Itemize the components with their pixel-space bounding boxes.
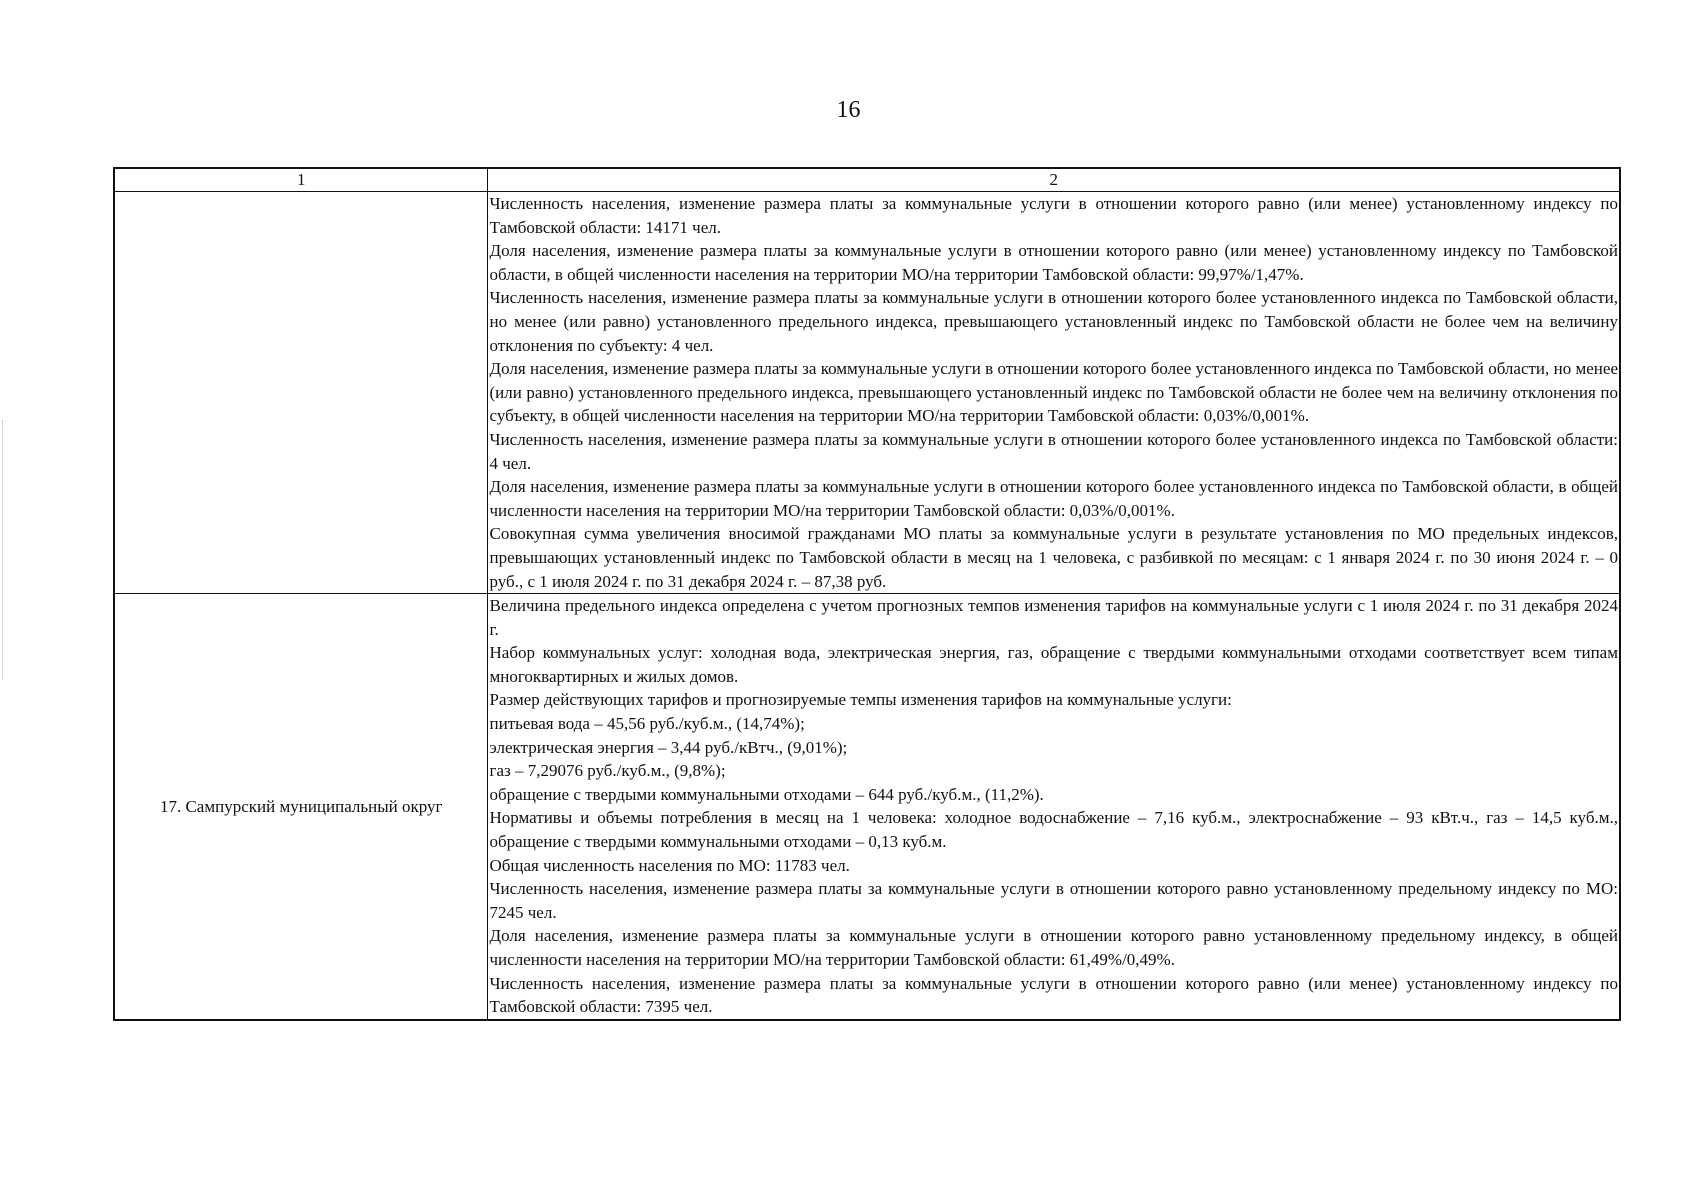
paragraph: Размер действующих тарифов и прогнозируемые темпы изменения тарифов на коммунальные услуги: bbox=[489, 690, 1232, 710]
paragraph: Доля населения, изменение размера платы за коммунальные услуги в отношении которого более установленного индекса по Тамбовской области, в общей численности населения на территории МО/на территории Тамбовской области: 0,03%/0,001%. bbox=[489, 477, 1618, 520]
scan-edge-marks bbox=[2, 420, 5, 680]
page-number: 16 bbox=[836, 97, 861, 123]
table-row bbox=[114, 192, 1620, 594]
paragraph: Набор коммунальных услуг: холодная вода, электрическая энергия, газ, обращение с твердыми коммунальными отходами соответствует всем типам многоквартирных и жилых домов. bbox=[489, 643, 1618, 686]
municipality-name-cell: 17. Сампурский муниципальный округ bbox=[114, 594, 487, 1020]
paragraph: электрическая энергия – 3,44 руб./кВтч., (9,01%); bbox=[489, 737, 848, 757]
paragraph: Общая численность населения по МО: 11783 чел. bbox=[489, 855, 850, 875]
paragraph: Нормативы и объемы потребления в месяц на 1 человека: холодное водоснабжение – 7,16 куб.м., электроснабжение – 93 кВт.ч., газ – 14,5 куб.м., обращение с твердыми коммунальными отходами – 0,13 куб.м. bbox=[489, 808, 1618, 852]
paragraph: Численность населения, изменение размера платы за коммунальные услуги в отношении которого равно (или менее) установленному индексу по Тамбовской области: 7395 чел. bbox=[489, 973, 1618, 1017]
data-table bbox=[113, 167, 1621, 1021]
column-header-1: 1 bbox=[114, 168, 487, 192]
paragraph: Доля населения, изменение размера платы за коммунальные услуги в отношении которого более установленного индекса по Тамбовской области, но менее (или равно) установленного предельного индекса, превышающего установленный индекс по Тамбовской области не более чем на величину отклонения по субъекту, в общей численности населения на территории МО/на территории Тамбовской области: 0,03%/0,001%. bbox=[489, 359, 1618, 426]
paragraph: Совокупная сумма увеличения вносимой гражданами МО платы за коммунальные услуги в результате установления по МО предельных индексов, превышающих установленный индекс по Тамбовской области в месяц на 1 человека, с разбивкой по месяцам: с 1 января 2024 г. по 30 июня 2024 г. – 0 руб., с 1 июля 2024 г. по 31 декабря 2024 г. – 87,38 руб. bbox=[489, 524, 1618, 591]
paragraph: газ – 7,29076 руб./куб.м., (9,8%); bbox=[489, 761, 726, 781]
table-row bbox=[114, 594, 1620, 1020]
description-cell bbox=[487, 192, 1620, 594]
municipality-name-cell bbox=[114, 192, 487, 594]
paragraph: Численность населения, изменение размера платы за коммунальные услуги в отношении которого более установленного индекса по Тамбовской области, но менее (или равно) установленного предельного индекса, превышающего установленный индекс по Тамбовской области не более чем на величину отклонения по субъекту: 4 чел. bbox=[489, 288, 1618, 355]
paragraph: Доля населения, изменение размера платы за коммунальные услуги в отношении которого равно установленному предельному индексу, в общей численности населения на территории МО/на территории Тамбовской области: 61,49%/0,49%. bbox=[489, 926, 1618, 969]
description-cell bbox=[487, 594, 1620, 1020]
paragraph: Численность населения, изменение размера платы за коммунальные услуги в отношении которого более установленного индекса по Тамбовской области: 4 чел. bbox=[489, 429, 1618, 473]
paragraph: Численность населения, изменение размера платы за коммунальные услуги в отношении которого равно (или менее) установленному индексу по Тамбовской области: 14171 чел. bbox=[489, 194, 1618, 237]
paragraph: Доля населения, изменение размера платы за коммунальные услуги в отношении которого равно (или менее) установленному индексу по Тамбовской области, в общей численности населения на территории МО/на территории Тамбовской области: 99,97%/1,47%. bbox=[489, 241, 1618, 284]
table-header-row bbox=[114, 168, 1620, 192]
column-header-2: 2 bbox=[487, 168, 1620, 192]
paragraph: обращение с твердыми коммунальными отходами – 644 руб./куб.м., (11,2%). bbox=[489, 784, 1044, 804]
paragraph: Численность населения, изменение размера платы за коммунальные услуги в отношении которого равно установленному предельному индексу по МО: 7245 чел. bbox=[489, 879, 1618, 922]
paragraph: Величина предельного индекса определена с учетом прогнозных темпов изменения тарифов на коммунальные услуги с 1 июля 2024 г. по 31 декабря 2024 г. bbox=[489, 596, 1618, 639]
paragraph: питьевая вода – 45,56 руб./куб.м., (14,74%); bbox=[489, 714, 805, 734]
